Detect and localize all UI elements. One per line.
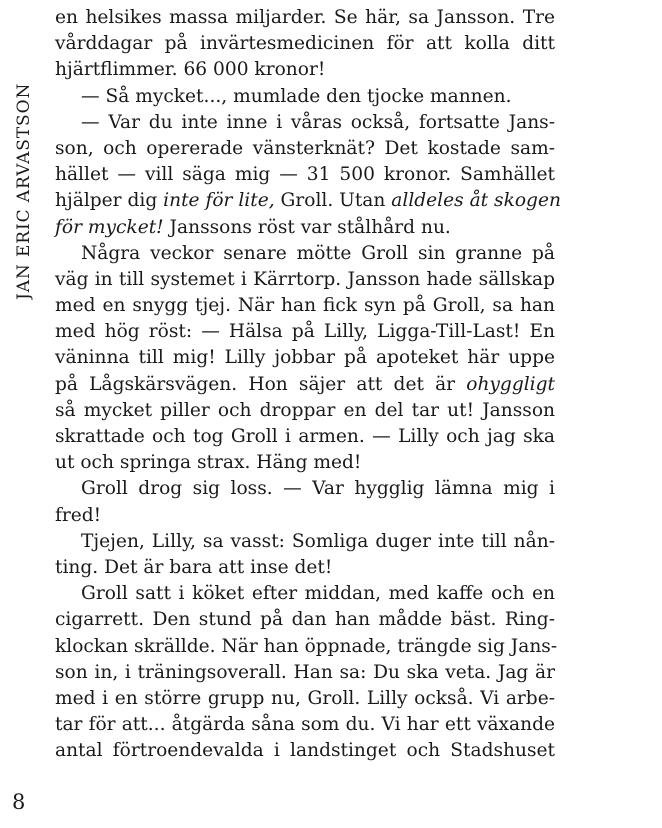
- text-line: vårddagar på invärtesmedicinen för att kolla ditt: [55, 33, 555, 55]
- text-line: fred!: [55, 504, 102, 526]
- page-body-text: [55, 5, 561, 764]
- text-line: med en snygg tjej. När han fick syn på Groll, sa han: [55, 295, 555, 317]
- text-line: cigarrett. Den stund på dan han mådde bäst. Ring-: [55, 609, 555, 631]
- text-line: klockan skrällde. När han öppnade, trängde sig Jans-: [55, 635, 558, 657]
- text-line: så mycket piller och droppar en del tar ut! Jansson: [55, 399, 555, 421]
- text-line: hjälper dig inte för lite, Groll. Utan alldeles åt skogen: [55, 190, 561, 212]
- text-line: son, och opererade vänsterknät? Det kostade sam-: [55, 137, 555, 159]
- text-line: väninna till mig! Lilly jobbar på apoteket här uppe: [55, 347, 555, 369]
- text-line: på Lågskärsvägen. Hon säjer att det är ohyggligt: [55, 373, 555, 395]
- text-line: — Så mycket..., mumlade den tjocke mannen.: [81, 85, 512, 107]
- text-line: med i en större grupp nu, Groll. Lilly också. Vi arbe-: [55, 687, 555, 709]
- running-head: [4, 0, 40, 300]
- text-line: son in, i träningsoverall. Han sa: Du ska veta. Jag är: [55, 661, 555, 683]
- text-line: Groll satt i köket efter middan, med kaffe och en: [81, 583, 555, 605]
- page-number: 8: [12, 790, 26, 814]
- text-line: tar för att... åtgärda såna som du. Vi har ett växande: [55, 714, 555, 736]
- text-line: väg in till systemet i Kärrtorp. Jansson hade sällskap: [55, 268, 555, 290]
- text-line: Några veckor senare mötte Groll sin granne på: [81, 242, 555, 264]
- text-line: skrattade och tog Groll i armen. — Lilly och jag ska: [55, 426, 555, 447]
- running-head-text: JAN ERIC ARVASTSON: [14, 82, 34, 300]
- text-line: en helsikes massa miljarder. Se här, sa Jansson. Tre: [55, 7, 555, 28]
- text-line: hället — vill säga mig — 31 500 kronor. Samhället: [55, 164, 555, 186]
- text-line: — Var du inte inne i våras också, fortsatte Jans-: [81, 111, 555, 133]
- text-line: Groll drog sig loss. — Var hygglig lämna mig i: [81, 478, 555, 500]
- text-line: med hög röst: — Hälsa på Lilly, Ligga-Till-Last! En: [55, 321, 555, 343]
- text-line: för mycket! Janssons röst var stålhård nu.: [55, 216, 451, 238]
- text-line: ut och springa strax. Häng med!: [55, 452, 362, 474]
- text-line: antal förtroendevalda i landstinget och Stadshuset: [55, 740, 555, 762]
- text-line: Tjejen, Lilly, sa vasst: Somliga duger inte till nån-: [81, 530, 555, 552]
- text-line: ting. Det är bara att inse det!: [55, 556, 333, 578]
- text-line: hjärtflimmer. 66 000 kronor!: [55, 59, 326, 81]
